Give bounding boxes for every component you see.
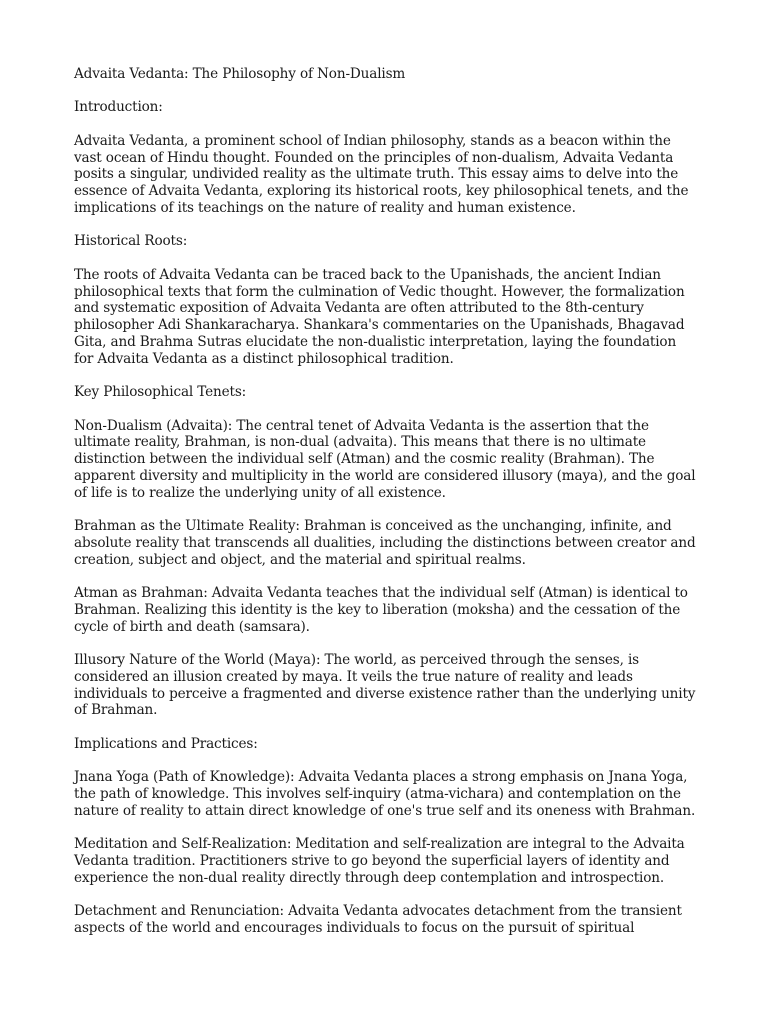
- paragraph-brahman: Brahman as the Ultimate Reality: Brahman is conceived as the unchanging, infinite, and absolute reality that transcends all dualities, including the distinctions between creator and creation, subject and object, and the material and spiritual realms.: [74, 518, 696, 568]
- section-heading-key-tenets: Key Philosophical Tenets:: [74, 384, 247, 401]
- paragraph-non-dualism: Non-Dualism (Advaita): The central tenet of Advaita Vedanta is the assertion that the ultimate reality, Brahman, is non-dual (advaita). This means that there is no ultimate distinction between the individual self (Atman) and the cosmic reality (Brahman). The apparent diversity and multiplicity in the world are considered illusory (maya), and the goal of life is to realize the underlying unity of all existence.: [74, 417, 696, 501]
- paragraph-introduction: Advaita Vedanta, a prominent school of Indian philosophy, stands as a beacon within the vast ocean of Hindu thought. Founded on the principles of non-dualism, Advaita Vedanta posits a singular, undivided reality as the ultimate truth. This essay aims to delve into the essence of Advaita Vedanta, exploring its historical roots, key philosophical tenets, and the implications of its teachings on the nature of reality and human existence.: [74, 132, 689, 216]
- section-heading-implications: Implications and Practices:: [74, 735, 258, 752]
- section-heading-introduction: Introduction:: [74, 99, 163, 116]
- paragraph-meditation: Meditation and Self-Realization: Meditation and self-realization are integral to the Advaita Vedanta tradition. Practitioners strive to go beyond the superficial layers of identity and experience the non-dual reality directly through deep contemplation and introspection.: [74, 836, 685, 886]
- document-body: [74, 66, 696, 953]
- paragraph-historical-roots: The roots of Advaita Vedanta can be traced back to the Upanishads, the ancient Indian philosophical texts that form the culmination of Vedic thought. However, the formalization and systematic exposition of Advaita Vedanta are often attributed to the 8th-century philosopher Adi Shankaracharya. Shankara's commentaries on the Upanishads, Bhagavad Gita, and Brahma Sutras elucidate the non-dualistic interpretation, laying the foundation for Advaita Vedanta as a distinct philosophical tradition.: [74, 266, 685, 367]
- document-title: Advaita Vedanta: The Philosophy of Non-Dualism: [74, 66, 406, 82]
- paragraph-maya: Illusory Nature of the World (Maya): The world, as perceived through the senses, is considered an illusion created by maya. It veils the true nature of reality and leads individuals to perceive a fragmented and diverse existence rather than the underlying unity of Brahman.: [74, 652, 696, 719]
- section-heading-historical-roots: Historical Roots:: [74, 233, 188, 250]
- paragraph-detachment: Detachment and Renunciation: Advaita Vedanta advocates detachment from the transient aspects of the world and encourages individuals to focus on the pursuit of spiritual: [74, 903, 682, 936]
- paragraph-jnana-yoga: Jnana Yoga (Path of Knowledge): Advaita Vedanta places a strong emphasis on Jnana Yoga, the path of knowledge. This involves self-inquiry (atma-vichara) and contemplation on the nature of reality to attain direct knowledge of one's true self and its oneness with Brahman.: [74, 769, 696, 819]
- paragraph-atman: Atman as Brahman: Advaita Vedanta teaches that the individual self (Atman) is identical to Brahman. Realizing this identity is the key to liberation (moksha) and the cessation of the cycle of birth and death (samsara).: [74, 585, 688, 635]
